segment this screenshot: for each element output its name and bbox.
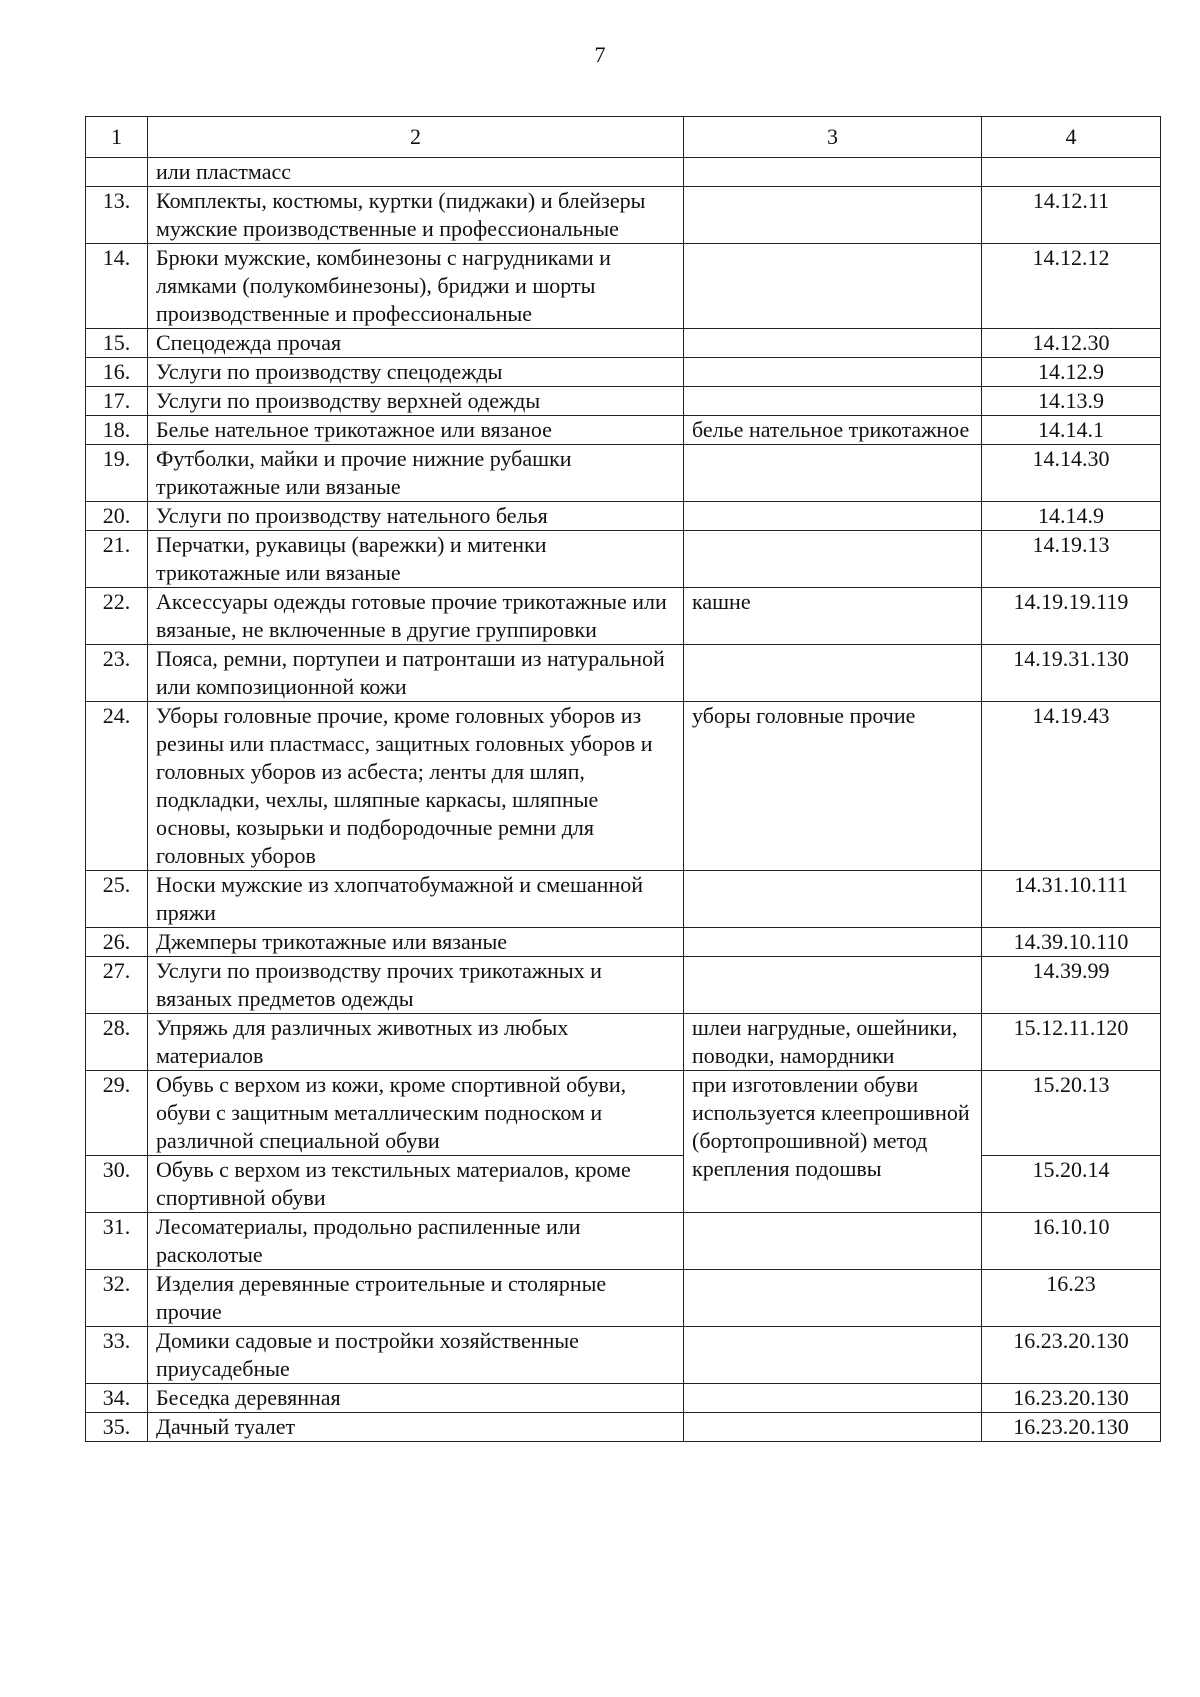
item-name-cell: Брюки мужские, комбинезоны с нагрудниками и лямками (полукомбинезоны), бриджи и шорты производственные и профессиональные bbox=[148, 244, 684, 329]
item-name-cell: Белье нательное трикотажное или вязаное bbox=[148, 416, 684, 445]
item-code-cell: 14.14.30 bbox=[982, 445, 1161, 502]
row-number-cell: 17. bbox=[86, 387, 148, 416]
table-row bbox=[86, 158, 1161, 187]
row-number-cell: 32. bbox=[86, 1270, 148, 1327]
item-name-cell: или пластмасс bbox=[148, 158, 684, 187]
item-code-cell: 14.31.10.111 bbox=[982, 871, 1161, 928]
item-code-cell: 14.19.13 bbox=[982, 531, 1161, 588]
item-name-cell: Услуги по производству спецодежды bbox=[148, 358, 684, 387]
row-number-cell: 13. bbox=[86, 187, 148, 244]
table-row bbox=[86, 502, 1161, 531]
row-number-cell: 23. bbox=[86, 645, 148, 702]
item-code-cell: 14.14.1 bbox=[982, 416, 1161, 445]
item-name-cell: Услуги по производству нательного белья bbox=[148, 502, 684, 531]
item-code-cell: 15.12.11.120 bbox=[982, 1014, 1161, 1071]
table-row bbox=[86, 187, 1161, 244]
item-name-cell: Джемперы трикотажные или вязаные bbox=[148, 928, 684, 957]
item-code-cell: 14.19.31.130 bbox=[982, 645, 1161, 702]
page-number: 7 bbox=[594, 42, 606, 67]
table-row bbox=[86, 387, 1161, 416]
item-note-cell bbox=[684, 1270, 982, 1327]
item-note-cell: кашне bbox=[684, 588, 982, 645]
table-row bbox=[86, 1213, 1161, 1270]
item-note-cell bbox=[684, 158, 982, 187]
row-number-cell: 15. bbox=[86, 329, 148, 358]
item-name-cell: Носки мужские из хлопчатобумажной и смешанной пряжи bbox=[148, 871, 684, 928]
table-row bbox=[86, 702, 1161, 871]
row-number-cell: 27. bbox=[86, 957, 148, 1014]
item-name-cell: Услуги по производству верхней одежды bbox=[148, 387, 684, 416]
item-code-cell: 16.23.20.130 bbox=[982, 1413, 1161, 1442]
row-number-cell: 14. bbox=[86, 244, 148, 329]
item-code-cell: 16.23.20.130 bbox=[982, 1327, 1161, 1384]
item-code-cell bbox=[982, 158, 1161, 187]
row-number-cell: 30. bbox=[86, 1156, 148, 1213]
item-name-cell: Аксессуары одежды готовые прочие трикотажные или вязаные, не включенные в другие группировки bbox=[148, 588, 684, 645]
item-name-cell: Уборы головные прочие, кроме головных уборов из резины или пластмасс, защитных головных уборов и головных уборов из асбеста; ленты для шляп, подкладки, чехлы, шляпные каркасы, шляпные основы, козырьки и подбородочные ремни для головных уборов bbox=[148, 702, 684, 871]
item-code-cell: 14.39.99 bbox=[982, 957, 1161, 1014]
item-name-cell: Комплекты, костюмы, куртки (пиджаки) и блейзеры мужские производственные и профессиональные bbox=[148, 187, 684, 244]
table-row bbox=[86, 645, 1161, 702]
item-code-cell: 16.10.10 bbox=[982, 1213, 1161, 1270]
item-note-cell: белье нательное трикотажное bbox=[684, 416, 982, 445]
table-row bbox=[86, 588, 1161, 645]
item-name-cell: Дачный туалет bbox=[148, 1413, 684, 1442]
table-row bbox=[86, 1156, 1161, 1213]
header-col-3: 3 bbox=[684, 117, 982, 158]
item-code-cell: 14.19.19.119 bbox=[982, 588, 1161, 645]
table-row bbox=[86, 1014, 1161, 1071]
row-number-cell: 16. bbox=[86, 358, 148, 387]
table-row bbox=[86, 1413, 1161, 1442]
row-number-cell bbox=[86, 158, 148, 187]
item-code-cell: 14.19.43 bbox=[982, 702, 1161, 871]
item-name-cell: Обувь с верхом из кожи, кроме спортивной обуви, обуви с защитным металлическим подноском и различной специальной обуви bbox=[148, 1071, 684, 1156]
item-note-cell: шлеи нагрудные, ошейники, поводки, намордники bbox=[684, 1014, 982, 1071]
row-number-cell: 29. bbox=[86, 1071, 148, 1156]
item-code-cell: 14.12.11 bbox=[982, 187, 1161, 244]
item-name-cell: Спецодежда прочая bbox=[148, 329, 684, 358]
table-row bbox=[86, 928, 1161, 957]
row-number-cell: 25. bbox=[86, 871, 148, 928]
header-col-4: 4 bbox=[982, 117, 1161, 158]
item-name-cell: Пояса, ремни, портупеи и патронташи из натуральной или композиционной кожи bbox=[148, 645, 684, 702]
table-row bbox=[86, 329, 1161, 358]
item-note-cell bbox=[684, 928, 982, 957]
table-row bbox=[86, 1327, 1161, 1384]
item-note-cell bbox=[684, 645, 982, 702]
row-number-cell: 21. bbox=[86, 531, 148, 588]
item-code-cell: 14.12.9 bbox=[982, 358, 1161, 387]
item-note-cell bbox=[684, 387, 982, 416]
table-row bbox=[86, 957, 1161, 1014]
item-note-cell bbox=[684, 502, 982, 531]
item-name-cell: Упряжь для различных животных из любых материалов bbox=[148, 1014, 684, 1071]
item-name-cell: Беседка деревянная bbox=[148, 1384, 684, 1413]
item-name-cell: Обувь с верхом из текстильных материалов, кроме спортивной обуви bbox=[148, 1156, 684, 1213]
item-name-cell: Изделия деревянные строительные и столярные прочие bbox=[148, 1270, 684, 1327]
item-code-cell: 15.20.14 bbox=[982, 1156, 1161, 1213]
table-row bbox=[86, 531, 1161, 588]
row-number-cell: 18. bbox=[86, 416, 148, 445]
data-table bbox=[85, 116, 1161, 1442]
item-code-cell: 14.14.9 bbox=[982, 502, 1161, 531]
item-note-cell: при изготовлении обуви используется клеепрошивной (бортопрошивной) метод крепления подошвы bbox=[684, 1071, 982, 1213]
item-code-cell: 14.13.9 bbox=[982, 387, 1161, 416]
item-code-cell: 14.12.30 bbox=[982, 329, 1161, 358]
row-number-cell: 26. bbox=[86, 928, 148, 957]
table-row bbox=[86, 871, 1161, 928]
row-number-cell: 19. bbox=[86, 445, 148, 502]
row-number-cell: 28. bbox=[86, 1014, 148, 1071]
item-code-cell: 14.12.12 bbox=[982, 244, 1161, 329]
item-name-cell: Лесоматериалы, продольно распиленные или расколотые bbox=[148, 1213, 684, 1270]
table-row bbox=[86, 445, 1161, 502]
row-number-cell: 24. bbox=[86, 702, 148, 871]
row-number-cell: 33. bbox=[86, 1327, 148, 1384]
item-name-cell: Услуги по производству прочих трикотажных и вязаных предметов одежды bbox=[148, 957, 684, 1014]
item-code-cell: 15.20.13 bbox=[982, 1071, 1161, 1156]
item-note-cell bbox=[684, 187, 982, 244]
item-name-cell: Футболки, майки и прочие нижние рубашки трикотажные или вязаные bbox=[148, 445, 684, 502]
table-header bbox=[86, 117, 1161, 158]
header-col-2: 2 bbox=[148, 117, 684, 158]
item-code-cell: 16.23.20.130 bbox=[982, 1384, 1161, 1413]
item-note-cell bbox=[684, 1384, 982, 1413]
item-note-cell bbox=[684, 445, 982, 502]
item-code-cell: 16.23 bbox=[982, 1270, 1161, 1327]
item-name-cell: Домики садовые и постройки хозяйственные приусадебные bbox=[148, 1327, 684, 1384]
table-body bbox=[86, 158, 1161, 1442]
item-note-cell bbox=[684, 871, 982, 928]
item-note-cell bbox=[684, 1213, 982, 1270]
item-note-cell bbox=[684, 531, 982, 588]
row-number-cell: 35. bbox=[86, 1413, 148, 1442]
row-number-cell: 22. bbox=[86, 588, 148, 645]
table-row bbox=[86, 416, 1161, 445]
table-row bbox=[86, 1270, 1161, 1327]
table-row bbox=[86, 358, 1161, 387]
row-number-cell: 34. bbox=[86, 1384, 148, 1413]
table-row bbox=[86, 244, 1161, 329]
header-col-1: 1 bbox=[86, 117, 148, 158]
item-note-cell bbox=[684, 957, 982, 1014]
item-name-cell: Перчатки, рукавицы (варежки) и митенки трикотажные или вязаные bbox=[148, 531, 684, 588]
item-note-cell bbox=[684, 1327, 982, 1384]
row-number-cell: 20. bbox=[86, 502, 148, 531]
item-note-cell bbox=[684, 329, 982, 358]
item-note-cell bbox=[684, 1413, 982, 1442]
item-note-cell: уборы головные прочие bbox=[684, 702, 982, 871]
item-note-cell bbox=[684, 244, 982, 329]
table-row bbox=[86, 1384, 1161, 1413]
item-code-cell: 14.39.10.110 bbox=[982, 928, 1161, 957]
header-row bbox=[86, 117, 1161, 158]
row-number-cell: 31. bbox=[86, 1213, 148, 1270]
item-note-cell bbox=[684, 358, 982, 387]
table-row bbox=[86, 1071, 1161, 1156]
